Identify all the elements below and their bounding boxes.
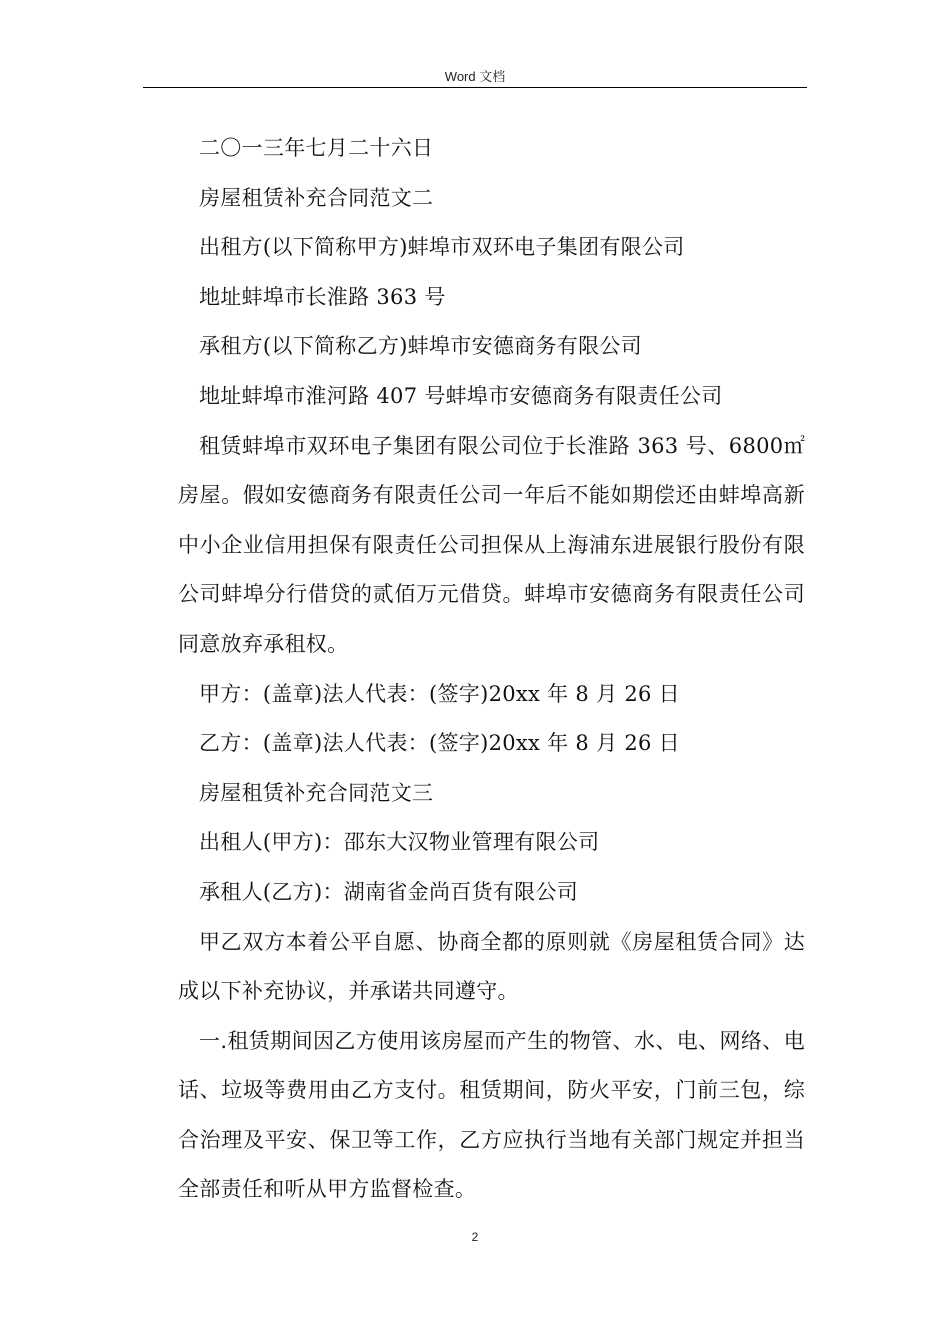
lessee-address: 地址蚌埠市淮河路 407 号蚌埠市安德商务有限责任公司 [199,383,723,408]
clause-one-paragraph: 一.租赁期间因乙方使用该房屋而产生的物管、水、电、网络、电话、垃圾等费用由乙方支付。租赁期间，防火平安，门前三包，综合治理及平安、保卫等工作，乙方应执行当地有关部门规定并担当全部责任和听从甲方监督检查。 [178,1028,805,1202]
document-header: Word 文档 [444,69,506,84]
lease-terms-paragraph: 租赁蚌埠市双环电子集团有限公司位于长淮路 363 号、6800㎡房屋。假如安德商务有限责任公司一年后不能如期偿还由蚌埠高新中小企业信用担保有限责任公司担保从上海浦东进展银行股份有限公司蚌埠分行借贷的贰佰万元借贷。蚌埠市安德商务有限责任公司同意放弃承租权。 [178,433,805,656]
header-divider [143,87,807,88]
date-line: 二〇一三年七月二十六日 [199,136,434,160]
lessor-line: 出租方(以下简称甲方)蚌埠市双环电子集团有限公司 [199,235,685,260]
party-b-signature: 乙方：(盖章)法人代表：(签字)20xx 年 8 月 26 日 [199,731,680,756]
lessor-party-a: 出租人(甲方)：邵东大汉物业管理有限公司 [199,830,600,855]
section-title-2: 房屋租赁补充合同范文二 [199,185,434,210]
lessee-line: 承租方(以下简称乙方)蚌埠市安德商务有限公司 [199,334,642,359]
lessor-address: 地址蚌埠市长淮路 363 号 [199,284,446,309]
section-title-3: 房屋租赁补充合同范文三 [199,780,434,805]
party-a-signature: 甲方：(盖章)法人代表：(签字)20xx 年 8 月 26 日 [199,681,680,706]
document-body [178,124,805,1215]
page-number: 2 [471,1230,479,1244]
lessee-party-b: 承租人(乙方)：湖南省金尚百货有限公司 [199,879,579,904]
agreement-intro-paragraph: 甲乙双方本着公平自愿、协商全都的原则就《房屋租赁合同》达成以下补充协议，并承诺共同遵守。 [178,929,805,1004]
